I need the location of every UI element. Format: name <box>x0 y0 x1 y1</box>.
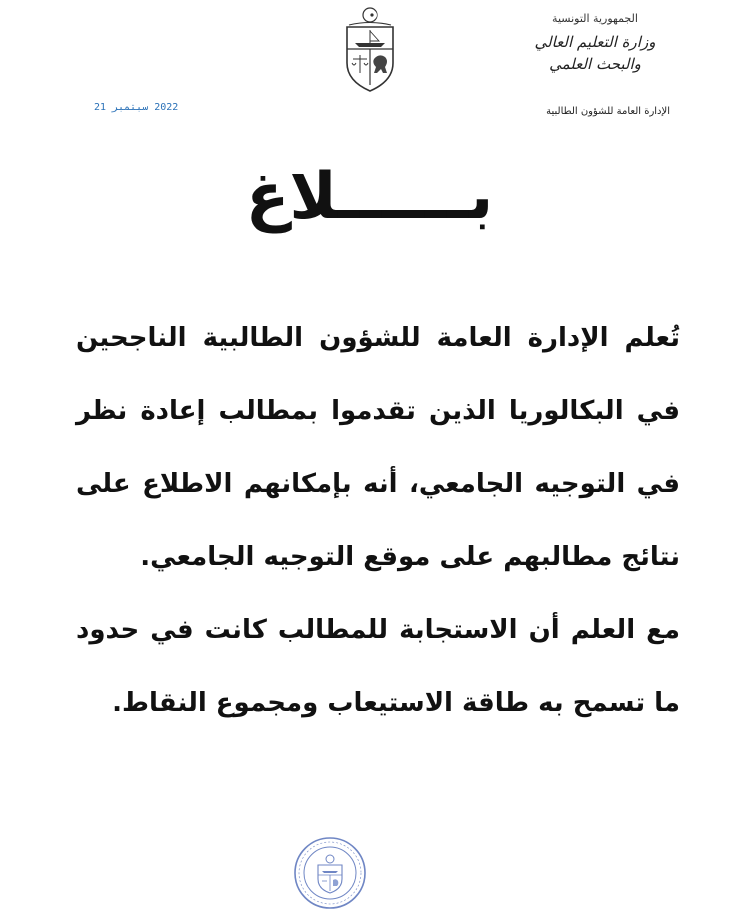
announcement-paragraph-2: مع العلم أن الاستجابة للمطالب كانت في حدود ما تسمح به طاقة الاستيعاب ومجموع النقاط. <box>76 615 680 718</box>
republic-name: الجمهورية التونسية <box>552 12 638 25</box>
announcement-body <box>76 302 680 740</box>
ministry-name-line-2: والبحث العلمي <box>549 55 641 73</box>
coat-of-arms-emblem <box>339 5 401 95</box>
official-seal-icon <box>292 835 368 911</box>
directorate-name: الإدارة العامة للشؤون الطالبية <box>546 106 670 117</box>
document-title: بــــــلاغ <box>245 160 494 234</box>
date-stamp: 2022 سبتمبر 21 <box>94 102 179 113</box>
ministry-header <box>515 10 675 75</box>
ministry-name-line-1: وزارة التعليم العالي <box>534 33 656 51</box>
announcement-paragraph-1: تُعلم الإدارة العامة للشؤون الطالبية الناجحين في البكالوريا الذين تقدموا بمطالب إعادة نظر في التوجيه الجامعي، أنه بإمكانهم الاطلاع على نتائج مطالبهم على موقع التوجيه الجامعي. <box>76 323 680 572</box>
